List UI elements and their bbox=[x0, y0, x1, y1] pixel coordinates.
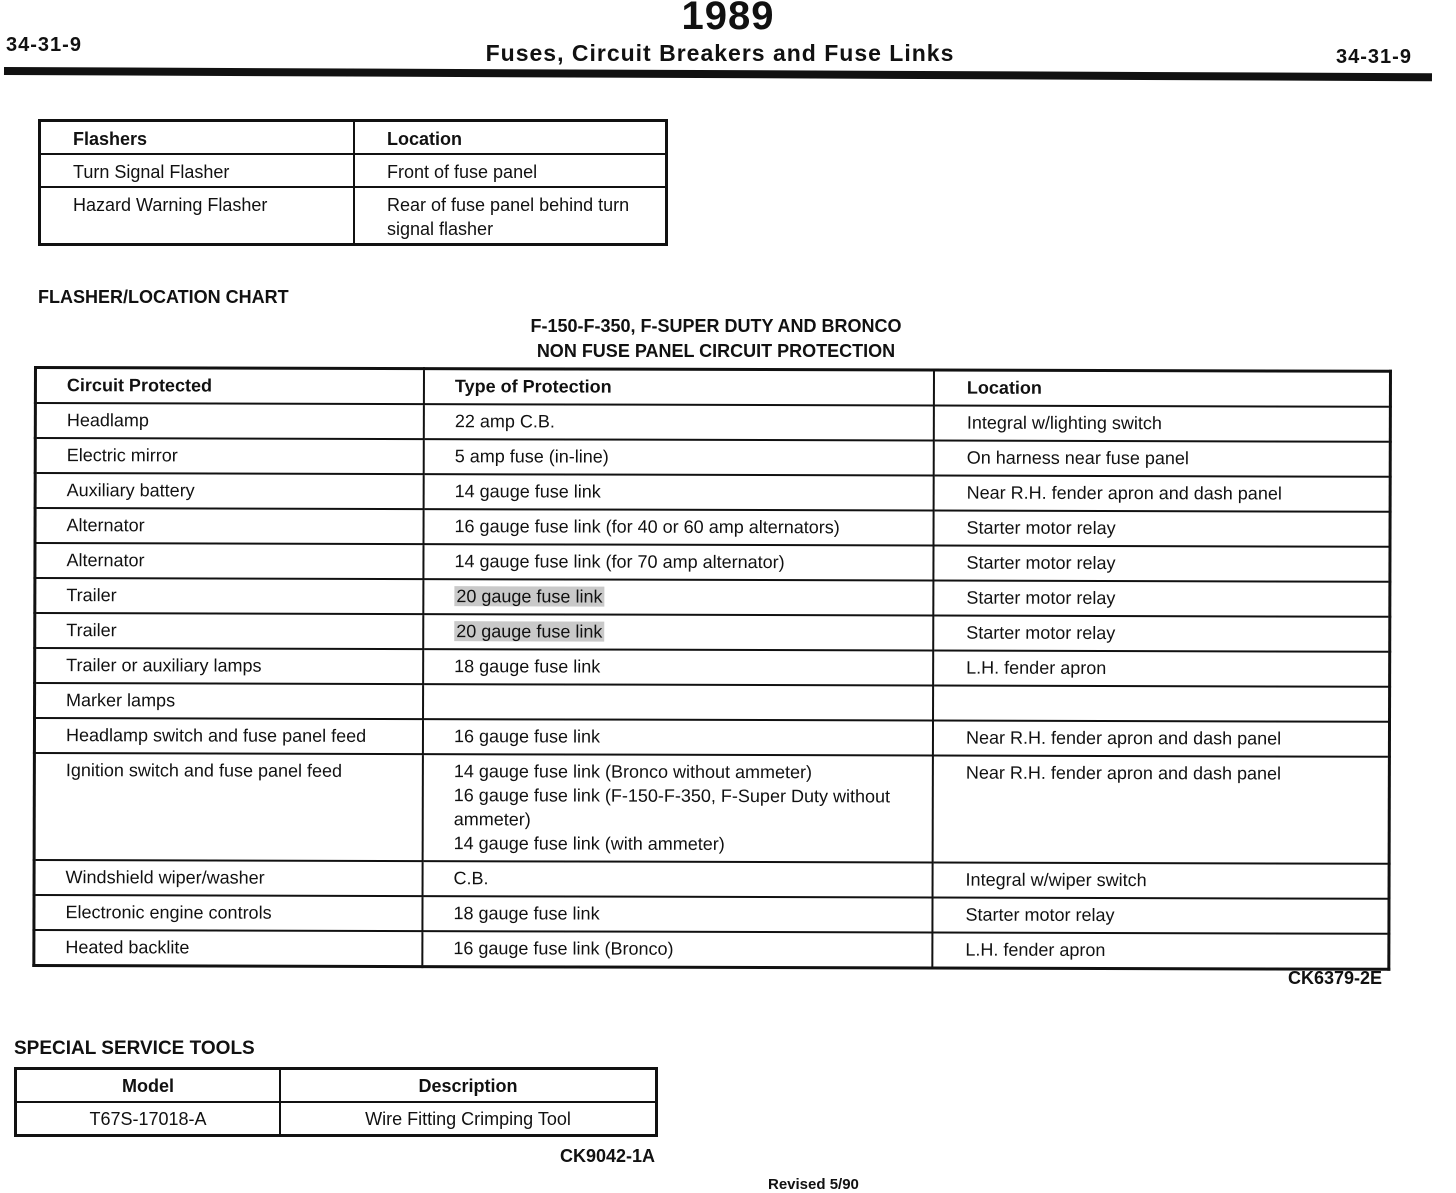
description-cell: Wire Fitting Crimping Tool bbox=[280, 1102, 657, 1136]
location-cell bbox=[933, 686, 1390, 722]
document-year: 1989 bbox=[681, 0, 775, 38]
table-header-row bbox=[16, 1069, 657, 1103]
protection-line: 14 gauge fuse link (Bronco without ammeter) bbox=[453, 761, 813, 783]
page-title: Fuses, Circuit Breakers and Fuse Links bbox=[485, 40, 955, 66]
location-cell: Integral w/lighting switch bbox=[934, 406, 1391, 442]
page-code-right: 34-31-9 bbox=[1336, 46, 1412, 68]
column-header-description: Description bbox=[280, 1069, 657, 1103]
circuit-cell: Electric mirror bbox=[35, 438, 424, 474]
location-cell: Starter motor relay bbox=[933, 546, 1390, 582]
flasher-chart-caption: FLASHER/LOCATION CHART bbox=[38, 287, 289, 307]
model-cell: T67S-17018-A bbox=[16, 1102, 281, 1136]
header-rule bbox=[4, 67, 1432, 81]
highlighted-text: 20 gauge fuse link bbox=[456, 621, 603, 642]
protection-cell: 14 gauge fuse link (for 70 amp alternator) bbox=[423, 544, 933, 580]
revision-note: Revised 5/90 bbox=[768, 1176, 859, 1193]
circuit-cell: Windshield wiper/washer bbox=[34, 860, 423, 896]
table-header-row bbox=[40, 121, 667, 155]
protection-cell: 16 gauge fuse link (Bronco) bbox=[422, 931, 932, 968]
location-cell: Integral w/wiper switch bbox=[933, 863, 1390, 899]
circuit-cell: Alternator bbox=[35, 508, 424, 544]
circuit-cell: Trailer bbox=[35, 613, 424, 649]
protection-line: 14 gauge fuse link (with ammeter) bbox=[453, 833, 725, 854]
circuit-chart-title-line1: F-150-F-350, F-SUPER DUTY AND BRONCO bbox=[530, 316, 902, 336]
table-row bbox=[35, 648, 1390, 687]
column-header-circuit: Circuit Protected bbox=[35, 368, 424, 405]
table-row bbox=[34, 718, 1389, 757]
circuit-chart-figure-code: CK6379-2E bbox=[1288, 968, 1383, 988]
circuit-protection-table bbox=[32, 366, 1392, 971]
protection-cell: 14 gauge fuse link bbox=[424, 474, 934, 510]
protection-cell: C.B. bbox=[423, 861, 933, 897]
table-row bbox=[35, 683, 1390, 722]
protection-cell: 16 gauge fuse link bbox=[423, 719, 933, 755]
circuit-cell: Marker lamps bbox=[35, 683, 424, 719]
protection-cell: 22 amp C.B. bbox=[424, 404, 934, 440]
location-cell: Rear of fuse panel behind turn signal flasher bbox=[354, 187, 667, 245]
column-header-location: Location bbox=[354, 121, 667, 155]
circuit-cell: Trailer bbox=[35, 578, 424, 614]
table-row bbox=[35, 578, 1390, 617]
circuit-cell: Heated backlite bbox=[34, 930, 423, 967]
column-header-flashers: Flashers bbox=[40, 121, 355, 155]
location-cell: Starter motor relay bbox=[933, 616, 1390, 652]
flasher-cell: Turn Signal Flasher bbox=[40, 154, 355, 187]
table-row bbox=[35, 473, 1390, 512]
table-row bbox=[34, 930, 1389, 969]
circuit-cell: Electronic engine controls bbox=[34, 895, 423, 931]
protection-cell bbox=[423, 579, 933, 615]
table-row bbox=[34, 860, 1389, 899]
protection-line: 16 gauge fuse link (F-150-F-350, F-Super Duty without ammeter) bbox=[453, 785, 891, 830]
protection-cell: 5 amp fuse (in-line) bbox=[424, 439, 934, 475]
protection-cell bbox=[423, 754, 933, 862]
table-row bbox=[35, 613, 1390, 652]
page-code-left: 34-31-9 bbox=[6, 34, 82, 56]
column-header-location: Location bbox=[934, 370, 1391, 407]
column-header-protection: Type of Protection bbox=[424, 369, 934, 406]
table-row bbox=[35, 508, 1390, 547]
location-cell: Near R.H. fender apron and dash panel bbox=[934, 476, 1391, 512]
circuit-cell: Auxiliary battery bbox=[35, 473, 424, 509]
protection-cell bbox=[423, 614, 933, 650]
flasher-cell: Hazard Warning Flasher bbox=[40, 187, 355, 245]
circuit-cell: Headlamp switch and fuse panel feed bbox=[34, 718, 423, 754]
protection-cell: 18 gauge fuse link bbox=[423, 649, 933, 685]
table-header-row bbox=[35, 368, 1390, 407]
tools-figure-code: CK9042-1A bbox=[560, 1146, 656, 1166]
table-row bbox=[35, 543, 1390, 582]
protection-cell: 18 gauge fuse link bbox=[422, 896, 932, 932]
location-cell: On harness near fuse panel bbox=[934, 441, 1391, 477]
table-row bbox=[34, 895, 1389, 934]
protection-cell: 16 gauge fuse link (for 40 or 60 amp alternators) bbox=[424, 509, 934, 545]
tools-section-heading: SPECIAL SERVICE TOOLS bbox=[14, 1038, 255, 1059]
flasher-location-table bbox=[38, 119, 668, 246]
table-row bbox=[40, 187, 667, 245]
special-service-tools-table bbox=[14, 1067, 658, 1137]
location-cell: L.H. fender apron bbox=[933, 651, 1390, 687]
table-row bbox=[34, 753, 1389, 864]
location-cell: Starter motor relay bbox=[934, 511, 1391, 547]
table-row bbox=[35, 403, 1390, 442]
location-cell: Starter motor relay bbox=[932, 898, 1389, 934]
circuit-cell: Alternator bbox=[35, 543, 424, 579]
table-row bbox=[40, 154, 667, 187]
location-cell: Near R.H. fender apron and dash panel bbox=[933, 721, 1390, 757]
table-row bbox=[35, 438, 1390, 477]
circuit-cell: Headlamp bbox=[35, 403, 424, 439]
circuit-cell: Trailer or auxiliary lamps bbox=[35, 648, 424, 684]
location-cell: L.H. fender apron bbox=[932, 933, 1389, 970]
location-cell: Front of fuse panel bbox=[354, 154, 667, 187]
location-cell: Starter motor relay bbox=[933, 581, 1390, 617]
highlighted-text: 20 gauge fuse link bbox=[456, 586, 603, 607]
table-row bbox=[16, 1102, 657, 1136]
circuit-cell: Ignition switch and fuse panel feed bbox=[34, 753, 423, 861]
location-cell: Near R.H. fender apron and dash panel bbox=[933, 756, 1390, 864]
column-header-model: Model bbox=[16, 1069, 281, 1103]
circuit-chart-title-line2: NON FUSE PANEL CIRCUIT PROTECTION bbox=[536, 341, 896, 361]
protection-cell bbox=[423, 684, 933, 720]
